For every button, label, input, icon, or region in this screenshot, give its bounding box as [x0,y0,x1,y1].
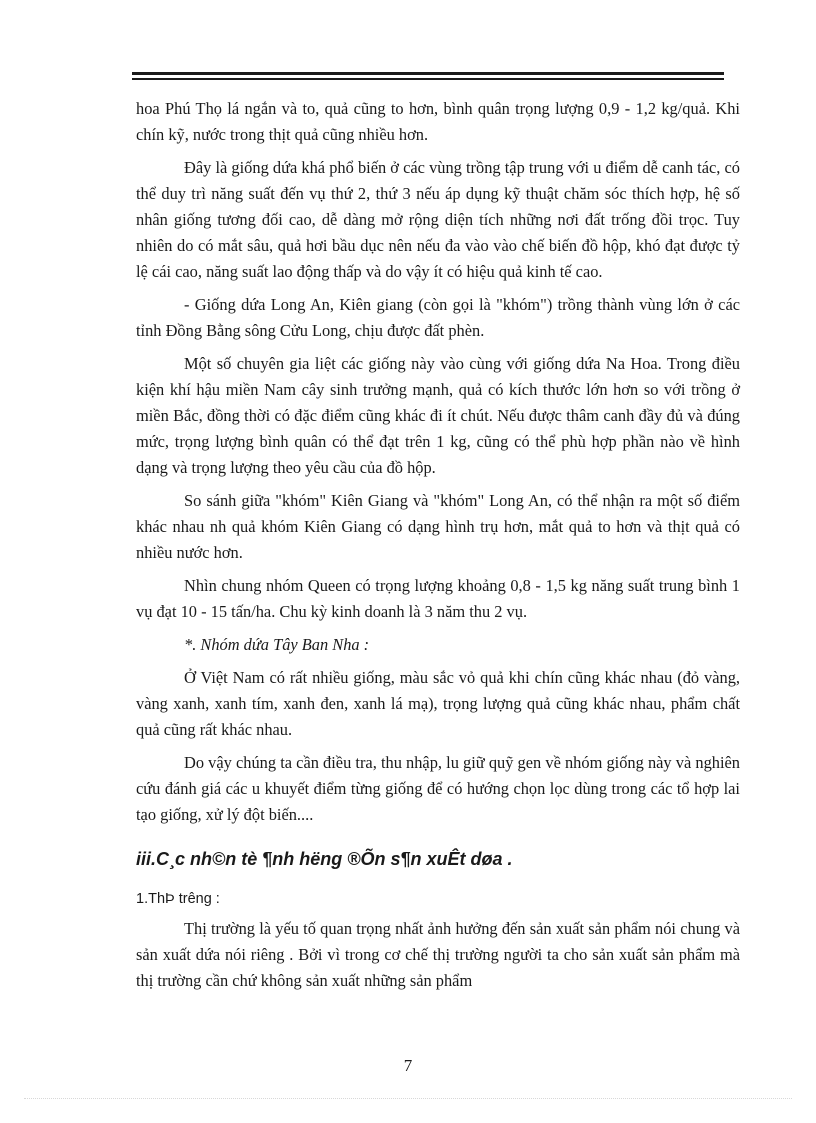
page-number: 7 [403,1056,413,1075]
paragraph-experts-opinion: Một số chuyên gia liệt các giống này vào cùng với giống dứa Na Hoa. Trong điều kiện khí hậu miền Nam cây sinh trưởng mạnh, quả có kích thước lớn hơn so với trồng ở miền Bắc, đồng thời có đặc điểm cũng khác đi ít chút. Nếu được thâm canh đầy đủ và đúng mức, trọng lượng bình quân có thể đạt trên 1 kg, cũng có thể phù hợp phần nào về hình dạng và trọng lượng theo yêu cầu của đồ hộp. [136,354,740,477]
paragraph-comparison: So sánh giữa "khóm" Kiên Giang và "khóm" Long An, có thể nhận ra một số điểm khác nhau nh quả khóm Kiên Giang có dạng hình trụ hơn, mắt quả to hơn và thịt quả có nhiều nước hơn. [136,491,740,562]
page-body [136,96,740,1001]
header-rule [132,72,724,80]
section-heading: iii.C¸c nh©n tè ¶nh hëng ®Õn s¶n xuÊt døa . [136,849,513,869]
paragraph-long-an-variety: - Giống dứa Long An, Kiên giang (còn gọi là "khóm") trồng thành vùng lớn ở các tỉnh Đồng Bằng sông Cửu Long, chịu được đất phèn. [136,295,740,340]
subsection-spanish-group: *. Nhóm dứa Tây Ban Nha : [184,635,370,654]
paragraph-queen-summary: Nhìn chung nhóm Queen có trọng lượng khoảng 0,8 - 1,5 kg năng suất trung bình 1 vụ đạt 10 - 15 tấn/ha. Chu kỳ kinh doanh là 3 năm thu 2 vụ. [136,576,740,621]
paragraph-market: Thị trường là yếu tố quan trọng nhất ảnh hưởng đến sản xuất sản phẩm nói chung và sản xuất dứa nói riêng . Bởi vì trong cơ chế thị trường người ta cho sản xuất sản phẩm mà thị trường cần chứ không sản xuất những sản phẩm [136,919,740,990]
paragraph-variety-description: Đây là giống dứa khá phổ biến ở các vùng trồng tập trung với u điểm dễ canh tác, có thể duy trì năng suất đến vụ thứ 2, thứ 3 nếu áp dụng kỹ thuật chăm sóc thích hợp, hệ số nhân giống tương đối cao, dễ dàng mở rộng diện tích những nơi đất trống đồi trọc. Tuy nhiên do có mắt sâu, quả hơi bầu dục nên nếu đa vào vào chế biến đồ hộp, khó đạt được tỷ lệ cái cao, năng suất lao động thấp và do vậy ít có hiệu quả kinh tế cao. [136,158,740,281]
paragraph-vietnam-varieties: Ở Việt Nam có rất nhiều giống, màu sắc vỏ quả khi chín cũng khác nhau (đỏ vàng, vàng xanh, xanh tím, xanh đen, xanh lá mạ), trọng lượng quả cũng khác nhau, phẩm chất quả cũng rất khác nhau. [136,668,740,739]
paragraph-conservation: Do vậy chúng ta cần điều tra, thu nhập, lu giữ quỹ gen về nhóm giống này và nghiên cứu đánh giá các u khuyết điểm từng giống để có hướng chọn lọc dùng trong các tổ hợp lai tạo giống, xử lý đột biến.... [136,753,740,824]
page-bottom-border [24,1098,792,1099]
paragraph-continued: hoa Phú Thọ lá ngắn và to, quả cũng to hơn, bình quân trọng lượng 0,9 - 1,2 kg/quả. Khi chín kỹ, nước trong thịt quả cũng nhiều hơn. [136,99,740,144]
sub-heading-market: 1.ThÞ trêng : [136,891,220,907]
